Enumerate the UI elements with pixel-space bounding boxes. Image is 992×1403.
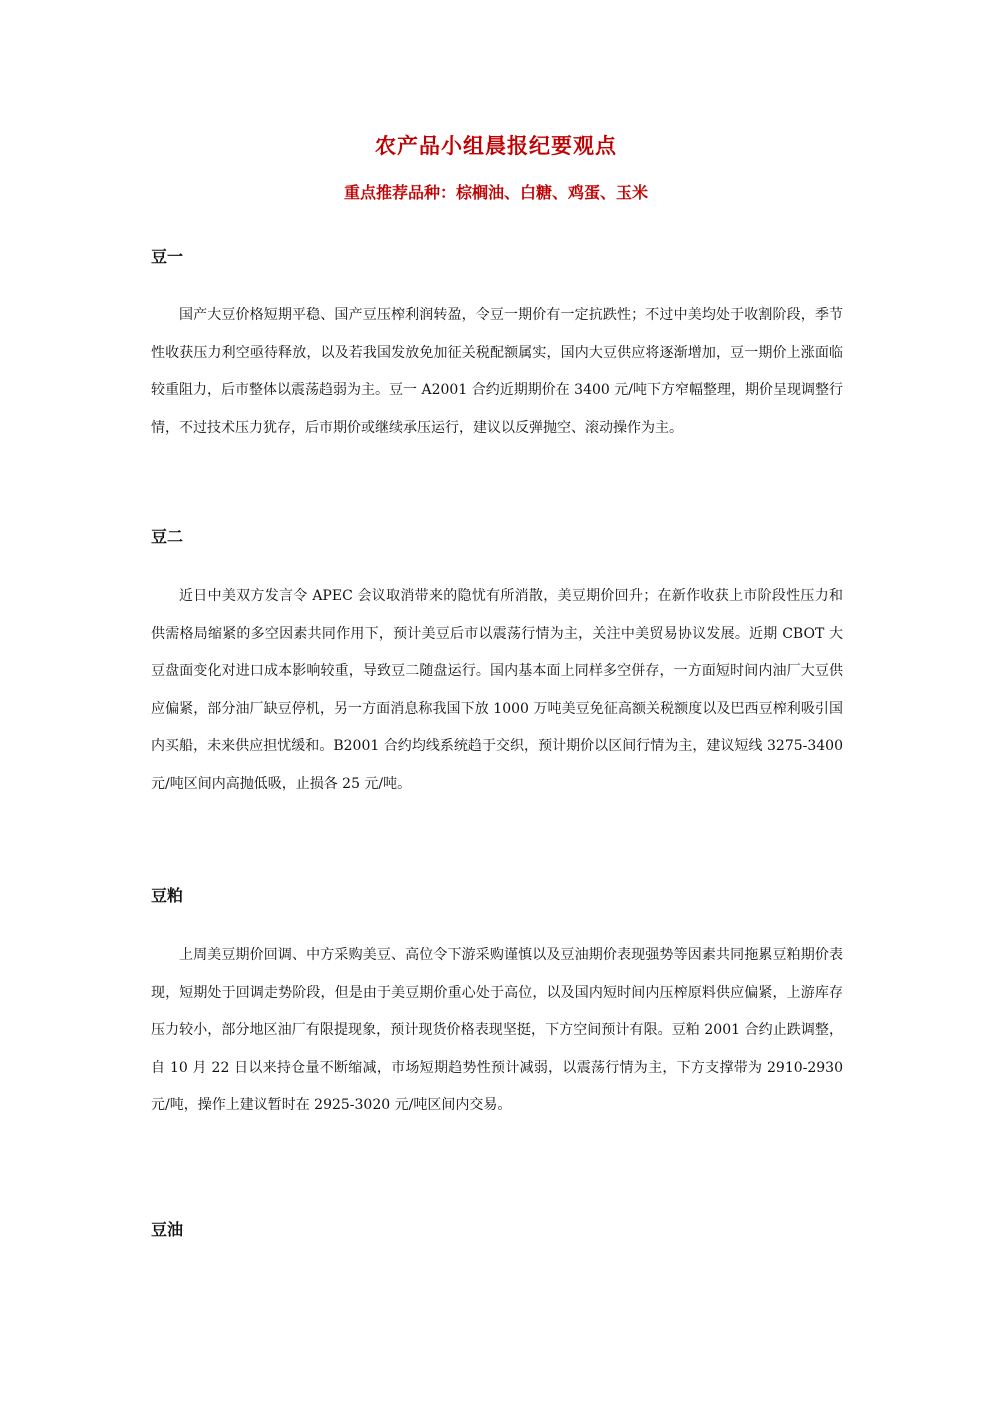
- section-body-soymeal: 上周美豆期价回调、中方采购美豆、高位令下游采购谨慎以及豆油期价表现强势等因素共同拖累豆粕期价表现，短期处于回调走势阶段，但是由于美豆期价重心处于高位，以及国内短时间内压榨原料供应偏紧，上游库存压力较小，部分地区油厂有限提现象，预计现货价格表现坚挺，下方空间预计有限。豆粕 2001 合约止跌调整，自 10 月 22 日以来持仓量不断缩减，市场短期趋势性预计减弱，以震荡行情为主，下方支撑带为 2910-2930 元/吨，操作上建议暂时在 2925-3020 元/吨区间内交易。: [151, 947, 843, 1113]
- section-heading-soyoil: 豆油: [151, 1220, 184, 1239]
- report-title: 农产品小组晨报纪要观点: [375, 134, 617, 158]
- section-body-douer: 近日中美双方发言令 APEC 会议取消带来的隐忧有所消散，美豆期价回升；在新作收获上市阶段性压力和供需格局缩紧的多空因素共同作用下，预计美豆后市以震荡行情为主，关注中美贸易协议发展。近期 CBOT 大豆盘面变化对进口成本影响较重，导致豆二随盘运行。国内基本面上同样多空併存，一方面短时间内油厂大豆供应偏紧，部分油厂缺豆停机，另一方面消息称我国下放 1000 万吨美豆免征高额关税额度以及巴西豆榨利吸引国内买船，未来供应担忧缓和。B2001 合约均线系统趋于交织，预计期价以区间行情为主，建议短线 3275-3400 元/吨区间内高抛低吸，止损各 25 元/吨。: [151, 588, 843, 792]
- section-heading-douyi: 豆一: [151, 247, 184, 266]
- section-heading-soymeal: 豆粕: [151, 886, 184, 905]
- recommended-varieties: 重点推荐品种：棕榈油、白糖、鸡蛋、玉米: [343, 183, 648, 202]
- section-body-douyi: 国产大豆价格短期平稳、国产豆压榨利润转盈，令豆一期价有一定抗跌性；不过中美均处于收割阶段，季节性收获压力利空亟待释放，以及若我国发放免加征关税配额属实，国内大豆供应将逐渐增加，豆一期价上涨面临较重阻力，后市整体以震荡趋弱为主。豆一 A2001 合约近期期价在 3400 元/吨下方窄幅整理，期价呈现调整行情，不过技术压力犹存，后市期价或继续承压运行，建议以反弹抛空、滚动操作为主。: [151, 307, 843, 436]
- section-heading-douer: 豆二: [151, 527, 184, 546]
